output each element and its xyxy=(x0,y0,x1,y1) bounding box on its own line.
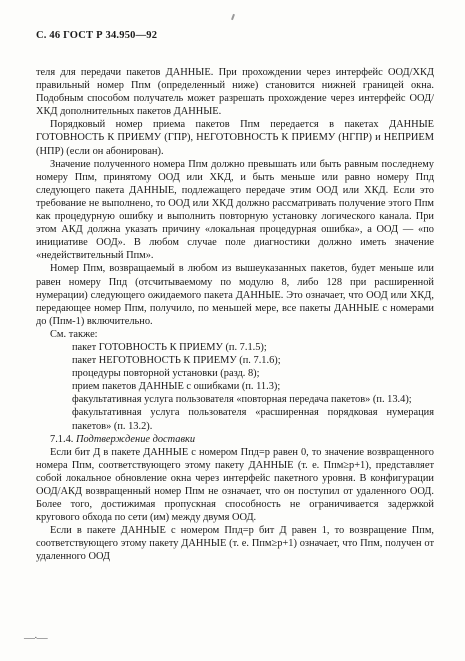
body-text xyxy=(36,66,434,564)
see-also-item: факультативная услуга пользователя «расширенная порядковая нумерация пакетов» (п. 13.2). xyxy=(72,407,434,432)
scan-mark xyxy=(231,14,235,20)
paragraph-3: Значение полученного номера Ппм должно превышать или быть равным последнему номеру Ппм, принятому ООД или ХКД, и быть меньше или равно номеру Ппд следующего пакета ДАННЫЕ, подлежащего передаче этим ООД или ХКД. Если это требование не выполнено, то ООД или ХКД должно рассматривать получение этого Ппм как процедурную ошибку и выполнить повторную установку логического канала. При этом АКД должна указать причину «локальная процедурная ошибка», а ООД — «по инициативе ООД». В любом случае поле диагностики должно иметь значение «недействительный Ппм». xyxy=(36,158,434,262)
section-number: 7.1.4. xyxy=(50,433,74,445)
page-header: С. 46 ГОСТ Р 34.950—92 xyxy=(36,30,158,41)
see-also-list xyxy=(36,341,434,433)
paragraph-5: Если бит Д в пакете ДАННЫЕ с номером Ппд=р равен 0, то значение возвращенного номера Ппм, соответствующего этому пакету ДАННЫЕ (т. е. Ппм≥р+1), представляет собой локальное обновление окна через интерфейс пакетного уровня. В конфигурации ООД/АКД возвращенный номер Ппм не означает, что он поступил от удаленного ООД. Более того, достижимая пропускная способность не ограничивается задержкой кругового обхода по сети (им) между двумя ООД. xyxy=(36,446,434,524)
see-also-item: пакет ГОТОВНОСТЬ К ПРИЕМУ (п. 7.1.5); xyxy=(72,341,267,353)
paragraph-4: Номер Ппм, возвращаемый в любом из вышеуказанных пакетов, будет меньше или равен номеру Ппд (отсчитываемому по модулю 8, либо 128 при расширенной нумерации) следующего ожидаемого пакета ДАННЫЕ. Это означает, что ООД или ХКД, передающее номер Ппм, получило, по меньшей мере, все пакеты ДАННЫЕ с номерами до (Ппм-1) включительно. xyxy=(36,263,434,327)
paragraph-6: Если в пакете ДАННЫЕ с номером Ппд=р бит Д равен 1, то возвращение Ппм, соответствующего этому пакету ДАННЫЕ (т. е. Ппм≥р+1) означает, что Ппм, получен от удаленного ООД xyxy=(36,525,434,563)
see-also-item: прием пакетов ДАННЫЕ с ошибками (п. 11.3); xyxy=(72,381,281,393)
see-also-title: См. также: xyxy=(50,328,98,340)
paragraph-2: Порядковый номер приема пакетов Ппм передается в пакетах ДАННЫЕ ГОТОВНОСТЬ К ПРИЕМУ (ГПР), НЕГОТОВНОСТЬ К ПРИЕМУ (НГПР) и НЕПРИЕМ (НПР) (если он абонирован). xyxy=(36,119,434,157)
section-title: Подтверждение доставки xyxy=(76,433,196,445)
see-also-item: пакет НЕГОТОВНОСТЬ К ПРИЕМУ (п. 7.1.6); xyxy=(72,355,281,367)
see-also-item: процедуры повторной установки (разд. 8); xyxy=(72,368,260,380)
section-heading xyxy=(36,433,434,446)
paragraph-1: теля для передачи пакетов ДАННЫЕ. При прохождении через интерфейс ООД/ХКД правильный номер Ппм (определенный ниже) становится нижней границей окна. Подобным способом получатель может разрешать прохождение через интерфейс ООД/ХКД дополнительных пакетов ДАННЫЕ. xyxy=(36,67,434,118)
see-also-item: факультативная услуга пользователя «повторная передача пакетов» (п. 13.4); xyxy=(72,394,412,406)
footer-mark: —·— xyxy=(24,632,47,644)
